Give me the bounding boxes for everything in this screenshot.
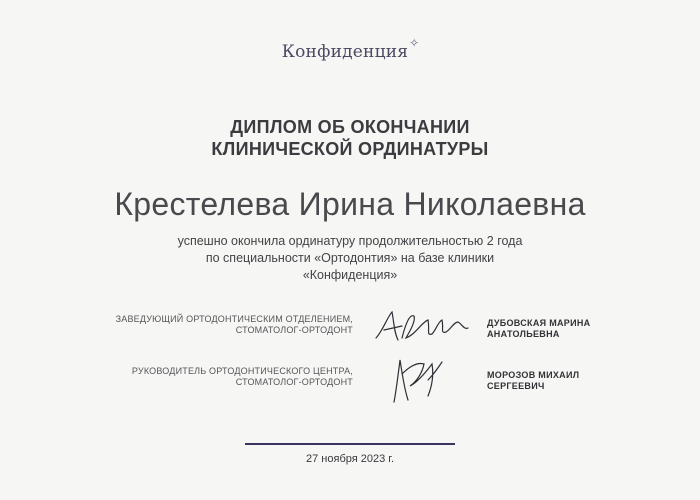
name-line-1: ДУБОВСКАЯ МАРИНА xyxy=(487,318,591,328)
signatory-position xyxy=(116,314,353,336)
position-line-1: ЗАВЕДУЮЩИЙ ОРТОДОНТИЧЕСКИМ ОТДЕЛЕНИЕМ, xyxy=(115,314,353,324)
position-line-2: СТОМАТОЛОГ-ОРТОДОНТ xyxy=(235,325,353,335)
logo-star-icon: ✧ xyxy=(409,36,420,50)
date-divider xyxy=(245,443,455,445)
signatory-row-2 xyxy=(0,366,700,426)
diploma-description xyxy=(0,233,700,284)
signature-2-icon xyxy=(388,352,448,410)
description-line-3: «Конфиденция» xyxy=(302,268,398,282)
name-line-2: АНАТОЛЬЕВНА xyxy=(487,329,560,339)
signatory-row-1 xyxy=(0,314,700,374)
issue-date: 27 ноября 2023 г. xyxy=(306,453,394,465)
recipient-name: Крестелева Ирина Николаевна xyxy=(114,186,586,222)
signatory-name xyxy=(487,370,579,392)
title-line-1: ДИПЛОМ ОБ ОКОНЧАНИИ xyxy=(230,117,470,137)
position-line-1: РУКОВОДИТЕЛЬ ОРТОДОНТИЧЕСКОГО ЦЕНТРА, xyxy=(131,366,353,376)
name-line-2: СЕРГЕЕВИЧ xyxy=(487,381,545,391)
signatory-position xyxy=(132,366,353,388)
signature-1-icon xyxy=(372,308,472,348)
description-line-2: по специальности «Ортодонтия» на базе клиники xyxy=(205,251,495,265)
name-line-1: МОРОЗОВ МИХАИЛ xyxy=(487,370,580,380)
description-line-1: успешно окончила ординатуру продолжительностью 2 года xyxy=(177,234,523,248)
logo-text: Конфиденция xyxy=(281,42,409,62)
diploma-title xyxy=(0,116,700,160)
clinic-logo xyxy=(0,36,700,62)
title-line-2: КЛИНИЧЕСКОЙ ОРДИНАТУРЫ xyxy=(211,139,489,159)
signatory-name xyxy=(487,318,590,340)
position-line-2: СТОМАТОЛОГ-ОРТОДОНТ xyxy=(235,377,353,387)
